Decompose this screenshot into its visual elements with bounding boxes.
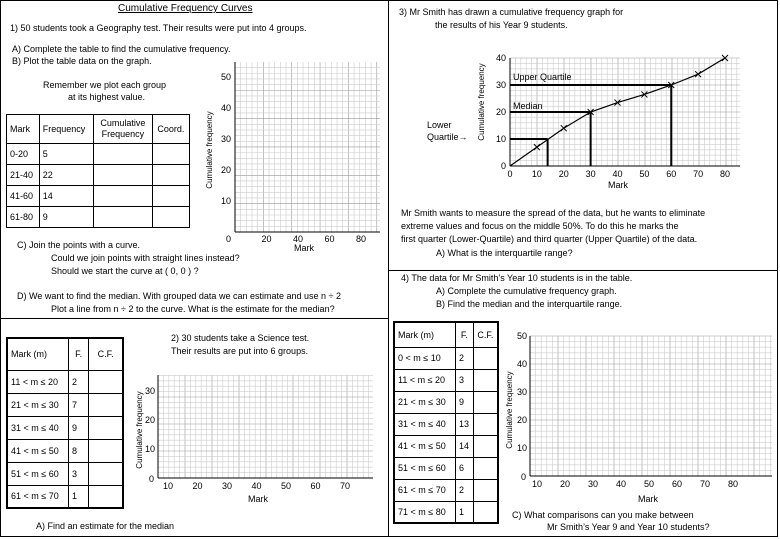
q2-xtick: 70 [339,481,351,491]
q2-xlabel: Mark [248,494,268,504]
q4-heading: 4) The data for Mr Smith’s Year 10 students is in the table. [401,273,633,283]
q4-row2-f: 3 [456,369,474,391]
q4-row5-f: 14 [456,435,474,457]
q1-ytick: 40 [220,103,231,113]
q1-origin: 0 [225,234,231,244]
q4-row1-mark: 0 < m ≤ 10 [394,347,456,369]
q2-row1-f: 2 [69,370,89,393]
q4-xtick: 30 [587,479,599,489]
q3-heading-1: 3) Mr Smith has drawn a cumulative frequency graph for [399,7,624,17]
vertical-divider [388,0,389,536]
q1-remember-1: Remember we plot each group [43,80,167,90]
q1-row3-coord[interactable] [152,186,189,207]
q4-part-a: A) Complete the cumulative frequency graph. [436,286,617,296]
q4-ytick: 40 [516,359,527,369]
q4-row7-mark: 61 < m ≤ 70 [394,479,456,501]
q2-row6-cf[interactable] [89,485,123,508]
q2-origin: 0 [148,474,154,484]
q3-xtick: 10 [531,169,542,179]
q4-xtick: 20 [559,479,571,489]
q4-row5-cf[interactable] [473,435,498,457]
q2-row1-mark: 11 < m ≤ 20 [7,370,69,393]
q2-xtick: 30 [221,481,233,491]
q2-row4-cf[interactable] [89,439,123,462]
q2-row6-mark: 61 < m ≤ 70 [7,485,69,508]
q4-row4-cf[interactable] [473,413,498,435]
q4-row7-cf[interactable] [473,479,498,501]
q4-row2-cf[interactable] [473,369,498,391]
q4-row5-mark: 41 < m ≤ 50 [394,435,456,457]
q2-row5-f: 3 [69,462,89,485]
q4-origin: 0 [520,472,526,482]
q1-part-d-2: Plot a line from n ÷ 2 to the curve. What is the estimate for the median? [51,304,335,314]
q2-ytick: 10 [144,444,155,454]
q1-row3-cf[interactable] [93,186,152,207]
q4-row1-f: 2 [456,347,474,369]
q1-remember-2: at its highest value. [68,92,146,102]
q4-xtick: 70 [699,479,711,489]
q4-row3-cf[interactable] [473,391,498,413]
q1-row2-coord[interactable] [152,165,189,186]
q2-ytick: 30 [144,386,155,396]
q3-ylabel: Cumulative frequency [477,63,486,141]
q2-row4-mark: 41 < m ≤ 50 [7,439,69,462]
q3-xtick: 60 [666,169,677,179]
q2-row5-mark: 51 < m ≤ 60 [7,462,69,485]
q2-row3-mark: 31 < m ≤ 40 [7,416,69,439]
q1-xtick: 80 [355,234,367,244]
q2-row2-mark: 21 < m ≤ 30 [7,393,69,416]
q2-row2-cf[interactable] [89,393,123,416]
q2-ytick: 20 [144,415,155,425]
q1-ytick: 30 [220,134,231,144]
q2-part-a: A) Find an estimate for the median [36,521,175,531]
q1-row2-freq: 22 [39,165,93,186]
q3-lower-label-1: Lower [427,120,452,130]
q2-row3-f: 9 [69,416,89,439]
q2-grid [158,375,373,478]
q1-row4-coord[interactable] [152,207,189,228]
q1-part-c-2: Could we join points with straight lines instead? [51,253,240,263]
q3-text-3: first quarter (Lower-Quartile) and third quarter (Upper Quartile) of the data. [401,234,698,244]
page-title: Cumulative Frequency Curves [118,3,253,14]
q4-part-c-1: C) What comparisons can you make between [512,510,694,520]
q3-ytick: 0 [500,161,506,171]
q1-row4-freq: 9 [39,207,93,228]
q2-ylabel: Cumulative frequency [135,391,144,469]
q1-part-c-1: C) Join the points with a curve. [17,240,141,250]
q1-ytick: 50 [220,72,231,82]
q4-part-c-2: Mr Smith’s Year 9 and Year 10 students? [547,522,710,532]
q1-ylabel: Cumulative frequency [205,111,214,189]
q4-row8-mark: 71 < m ≤ 80 [394,501,456,523]
q4-xtick: 10 [531,479,543,489]
q4-ytick: 30 [516,387,527,397]
q4-divider [389,270,777,271]
q2-row3-cf[interactable] [89,416,123,439]
q3-xtick: 50 [639,169,650,179]
q4-row6-mark: 51 < m ≤ 60 [394,457,456,479]
q4-row3-mark: 21 < m ≤ 30 [394,391,456,413]
q4-xlabel: Mark [638,494,658,504]
q3-ytick: 10 [495,134,506,144]
q4-row6-f: 6 [456,457,474,479]
q3-median-label: Median [513,101,543,111]
q1-part-b: B) Plot the table data on the graph. [12,56,152,66]
q4-ytick: 20 [516,415,527,425]
q2-header-cf: C.F. [89,338,123,370]
q1-header-mark: Mark [7,115,40,144]
q3-xtick: 20 [558,169,569,179]
q2-row6-f: 1 [69,485,89,508]
q1-row1-coord[interactable] [152,144,189,165]
q1-row1-mark: 0-20 [7,144,40,165]
q2-heading-1: 2) 30 students take a Science test. [171,333,310,343]
q2-divider [0,318,389,319]
q1-row3-freq: 14 [39,186,93,207]
q1-xlabel: Mark [294,243,314,253]
q3-upper-quartile-label: Upper Quartile [513,72,572,82]
q4-xtick: 60 [671,479,683,489]
q2-row5-cf[interactable] [89,462,123,485]
q1-part-d-1: D) We want to find the median. With grouped data we can estimate and use n ÷ 2 [17,291,341,301]
q3-xtick: 0 [507,169,513,179]
q4-header-f: F. [456,322,474,347]
q4-row8-f: 1 [456,501,474,523]
q4-row1-cf[interactable] [473,347,498,369]
q3-xtick: 80 [719,169,731,179]
q2-xtick: 40 [251,481,262,491]
q2-graph [130,365,378,505]
q3-graph [470,40,770,192]
q4-table [393,321,499,524]
q1-table [6,114,190,228]
q3-text-1: Mr Smith wants to measure the spread of the data, but he wants to eliminate [401,208,706,218]
q4-graph [500,328,775,506]
q1-xtick: 40 [292,234,304,244]
q1-row3-mark: 41-60 [7,186,40,207]
q1-row2-cf[interactable] [93,165,152,186]
q4-row2-mark: 11 < m ≤ 20 [394,369,456,391]
q4-header-mark: Mark (m) [394,322,456,347]
q4-row8-cf[interactable] [473,501,498,523]
q1-row1-cf[interactable] [93,144,152,165]
q1-ytick: 10 [220,196,231,206]
q1-row4-cf[interactable] [93,207,152,228]
q2-row1-cf[interactable] [89,370,123,393]
q4-ytick: 50 [516,331,527,341]
q4-xtick: 80 [727,479,739,489]
q1-part-a: A) Complete the table to find the cumulative frequency. [12,44,231,54]
q2-header-f: F. [69,338,89,370]
q4-row7-f: 2 [456,479,474,501]
q1-ytick: 20 [220,165,231,175]
q1-xtick: 20 [261,234,272,244]
q4-ylabel: Cumulative frequency [505,371,514,449]
q1-grid [235,62,380,232]
q1-row4-mark: 61-80 [7,207,40,228]
q4-ytick: 10 [516,443,527,453]
q4-xtick: 40 [615,479,627,489]
q3-question-a: A) What is the interquartile range? [436,248,573,258]
q2-heading-2: Their results are put into 6 groups. [171,346,309,356]
q2-xtick: 10 [162,481,174,491]
q1-xtick: 60 [324,234,335,244]
q4-header-cf: C.F. [473,322,498,347]
q1-header-cf: Cumulative Frequency [93,115,152,144]
q2-table [6,337,124,509]
q1-heading: 1) 50 students took a Geography test. Their results were put into 4 groups. [10,23,307,33]
q3-xtick: 30 [585,169,596,179]
q2-xtick: 50 [280,481,292,491]
q4-part-b: B) Find the median and the interquartile range. [436,299,623,309]
q3-point [641,91,647,97]
q4-row4-f: 13 [456,413,474,435]
q1-header-frequency: Frequency [39,115,93,144]
q3-xtick: 40 [612,169,623,179]
q2-row2-f: 7 [69,393,89,416]
q3-point [615,100,621,106]
q3-xtick: 70 [693,169,704,179]
q1-row2-mark: 21-40 [7,165,40,186]
q1-graph [200,55,385,255]
q2-xtick: 60 [310,481,321,491]
q4-row3-f: 9 [456,391,474,413]
q3-xlabel: Mark [608,180,628,190]
q1-row1-freq: 5 [39,144,93,165]
q4-row4-mark: 31 < m ≤ 40 [394,413,456,435]
q1-header-coord: Coord. [152,115,189,144]
q3-ytick: 20 [495,107,506,117]
q4-grid [530,336,772,476]
q3-heading-2: the results of his Year 9 students. [435,20,568,30]
q3-ytick: 30 [495,80,506,90]
q3-text-2: extreme values and focus on the middle 50%. To do this he marks the [401,221,679,231]
q2-xtick: 20 [192,481,203,491]
q4-xtick: 50 [643,479,655,489]
q2-row4-f: 8 [69,439,89,462]
q1-part-c-3: Should we start the curve at ( 0, 0 ) ? [51,266,199,276]
q3-ytick: 40 [495,53,506,63]
q4-row6-cf[interactable] [473,457,498,479]
q3-lower-label-2: Quartile→ [427,132,468,142]
q2-header-mark: Mark (m) [7,338,69,370]
